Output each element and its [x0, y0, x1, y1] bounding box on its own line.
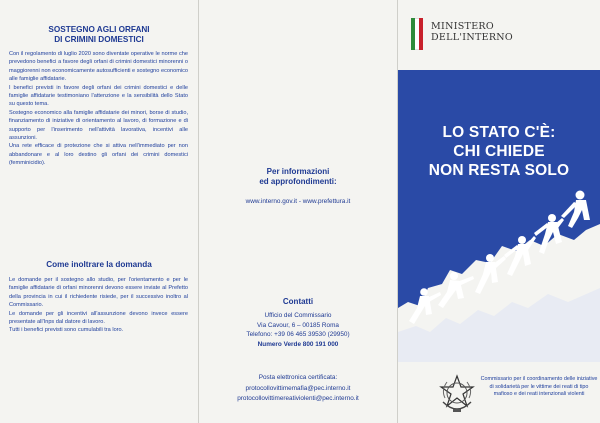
apply-paragraph: Le domande per il sostegno allo studio, per l'orientamento e per le famiglie affidatarie di orfani minorenni devono essere inviate al Prefetto della provincia in cui il richiedente risiede, per il successivo inoltro al Commissario. [9, 277, 188, 309]
republic-emblem-icon [437, 372, 477, 416]
pec-email-violent-crimes[interactable]: protocollovittimereativiolenti@pec.interno.it [237, 395, 359, 402]
cover-graphic [398, 70, 600, 362]
pec-email-mafia[interactable]: protocollovittimemafia@pec.interno.it [245, 384, 351, 392]
office-address: Via Cavour, 6 – 00185 Roma [257, 321, 339, 329]
contacts-block [199, 311, 397, 349]
middle-panel [199, 0, 397, 423]
info-heading: Per informazioni ed approfondimenti: [259, 167, 337, 186]
pec-block [199, 373, 397, 405]
ministry-name: MINISTERO DELL'INTERNO [431, 21, 513, 43]
support-paragraph: I benefici previsti in favore degli orfani dei crimini domestici e delle famiglie affidatarie testimoniano l'attenzione e la sensibilità dello Stato su questo tema. [9, 84, 188, 108]
support-paragraph: Sostegno economico alla famiglie affidatarie dei minori, borse di studio, finanziamento di iniziative di orientamento al lavoro, di formazione e di supporto per l'inserimento nell'attività lavorativa, incentivi alle assunzioni. [9, 109, 188, 142]
commissioner-caption: Commissario per il coordinamento delle iniziative di solidarietà per le vittime dei reati di tipo mafioso e dei reati intenzionali violenti [480, 376, 598, 398]
apply-paragraph: Tutti i benefici previsti sono cumulabili tra loro. [9, 327, 124, 334]
support-heading: SOSTEGNO AGLI ORFANI DI CRIMINI DOMESTICI [48, 25, 150, 44]
toll-free-number: Numero Verde 800 191 000 [257, 340, 339, 348]
contacts-heading: Contatti [282, 297, 314, 306]
cover-title: LO STATO C'È: CHI CHIEDE NON RESTA SOLO [428, 124, 570, 179]
websites-link[interactable]: www.interno.gov.it - www.prefettura.it [245, 198, 351, 205]
support-paragraph: Una rete efficace di protezione che si attiva nell'immediato per non abbandonare e al loro destino gli orfani dei crimini domestici (femminicidio). [9, 143, 188, 167]
phone-number: Telefono: +39 06 465 39530 (29950) [246, 331, 350, 339]
ministry-logo [411, 18, 561, 52]
apply-heading: Come inoltrare la domanda [46, 260, 152, 269]
support-body [9, 50, 188, 168]
support-paragraph: Con il regolamento di luglio 2020 sono diventate operative le norme che prevedono benefici a favore degli orfani di crimini domestici minorenni o maggiorenni non economicamente autosufficienti e sostegno economico alle famiglie affidatarie. [9, 51, 189, 83]
pec-label: Posta elettronica certificata: [258, 374, 338, 381]
left-panel [0, 0, 198, 423]
office-name: Ufficio del Commissario [264, 312, 332, 319]
apply-paragraph: Le domande per gli incentivi all'assunzione devono invece essere presentate all'Inps dal datore di lavoro. [9, 310, 188, 326]
italian-flag-icon [411, 18, 423, 50]
apply-body [9, 276, 188, 335]
